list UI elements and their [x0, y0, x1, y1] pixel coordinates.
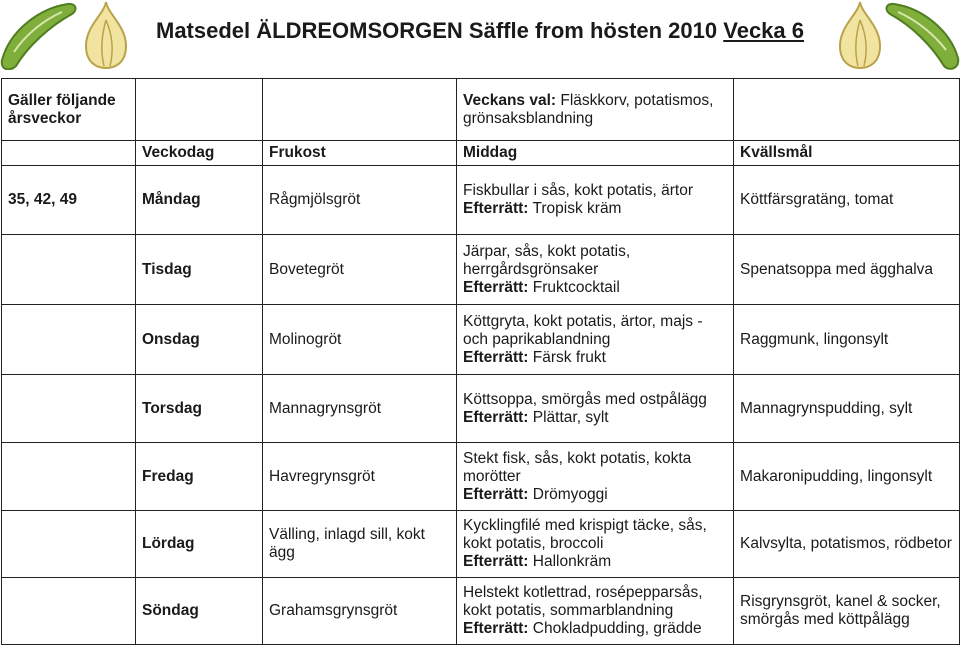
dessert-line	[463, 620, 727, 638]
empty-cell	[136, 79, 263, 141]
day-name: Onsdag	[136, 305, 263, 375]
breakfast-cell: Mannagrynsgröt	[263, 375, 457, 443]
dinner-cell: Makaronipudding, lingonsylt	[734, 443, 960, 511]
page-title	[0, 18, 960, 44]
dessert-label: Efterrätt:	[463, 408, 529, 426]
dessert-line	[463, 200, 727, 218]
empty-cell	[2, 511, 136, 578]
day-name: Måndag	[136, 166, 263, 235]
dessert-label: Efterrätt:	[463, 278, 529, 296]
title-week: Vecka 6	[723, 18, 804, 43]
lunch-cell	[457, 375, 734, 443]
header-lunch: Middag	[457, 141, 734, 166]
dinner-cell: Risgrynsgröt, kanel & socker, smörgås med köttpålägg	[734, 578, 960, 645]
dessert-text: Chokladpudding, grädde	[532, 620, 702, 637]
lunch-cell	[457, 166, 734, 235]
table-row	[2, 305, 960, 375]
empty-cell	[2, 141, 136, 166]
lunch-text: Köttsoppa, smörgås med ostpålägg	[463, 390, 707, 408]
lunch-text: Järpar, sås, kokt potatis, herrgårdsgrönsaker	[463, 242, 631, 278]
lunch-cell	[457, 305, 734, 375]
dessert-text: Fruktcocktail	[532, 278, 620, 296]
header-breakfast: Frukost	[263, 141, 457, 166]
validity-label: Gäller följande årsveckor	[2, 79, 136, 141]
empty-cell	[2, 443, 136, 511]
lunch-cell	[457, 235, 734, 305]
header-dinner: Kvällsmål	[734, 141, 960, 166]
dinner-cell: Mannagrynspudding, sylt	[734, 375, 960, 443]
dinner-cell: Kalvsylta, potatismos, rödbetor	[734, 511, 960, 578]
weekly-choice-label: Veckans val:	[463, 91, 557, 109]
empty-cell	[2, 578, 136, 645]
dessert-label: Efterrätt:	[463, 553, 529, 570]
table-row	[2, 443, 960, 511]
lunch-text: Köttgryta, kokt potatis, ärtor, majs - och paprikablandning	[463, 312, 703, 348]
menu-table	[1, 78, 960, 645]
dessert-label: Efterrätt:	[463, 348, 529, 366]
empty-cell	[2, 235, 136, 305]
day-name: Tisdag	[136, 235, 263, 305]
day-name: Lördag	[136, 511, 263, 578]
dessert-text: Färsk frukt	[532, 348, 606, 366]
breakfast-cell: Grahamsgrynsgröt	[263, 578, 457, 645]
weeks-value: 35, 42, 49	[2, 166, 136, 235]
empty-cell	[734, 79, 960, 141]
day-name: Söndag	[136, 578, 263, 645]
weekly-choice-value: Fläskkorv, potatismos, grönsaksblandning	[463, 91, 714, 127]
empty-cell	[2, 375, 136, 443]
dessert-line	[463, 349, 727, 367]
dessert-text: Drömyoggi	[532, 485, 608, 503]
empty-cell	[2, 305, 136, 375]
table-row	[2, 511, 960, 578]
header-weekday: Veckodag	[136, 141, 263, 166]
lunch-text: Helstekt kotlettrad, rosépepparsås, kokt potatis, sommarblandning	[463, 584, 703, 619]
lunch-text: Fiskbullar i sås, kokt potatis, ärtor	[463, 182, 693, 199]
breakfast-cell: Välling, inlagd sill, kokt ägg	[263, 511, 457, 578]
dessert-line	[463, 279, 727, 297]
lunch-cell	[457, 511, 734, 578]
table-row	[2, 578, 960, 645]
dinner-cell: Spenatsoppa med ägghalva	[734, 235, 960, 305]
dessert-label: Efterrätt:	[463, 200, 529, 217]
day-name: Torsdag	[136, 375, 263, 443]
empty-cell	[263, 79, 457, 141]
table-row	[2, 166, 960, 235]
table-row	[2, 375, 960, 443]
dessert-line	[463, 553, 727, 571]
lunch-text: Stekt fisk, sås, kokt potatis, kokta morötter	[463, 449, 692, 485]
lunch-cell	[457, 578, 734, 645]
breakfast-cell: Rågmjölsgröt	[263, 166, 457, 235]
lunch-text: Kycklingfilé med krispigt täcke, sås, kokt potatis, broccoli	[463, 517, 707, 552]
dessert-line	[463, 486, 727, 504]
dessert-label: Efterrätt:	[463, 485, 529, 503]
breakfast-cell: Bovetegröt	[263, 235, 457, 305]
dessert-text: Hallonkräm	[532, 553, 612, 570]
table-row	[2, 235, 960, 305]
day-name: Fredag	[136, 443, 263, 511]
breakfast-cell: Havregrynsgröt	[263, 443, 457, 511]
weekly-choice	[457, 79, 734, 141]
title-text: Matsedel ÄLDREOMSORGEN Säffle from hösten 2010	[156, 18, 718, 43]
dessert-text: Plättar, sylt	[532, 408, 609, 426]
dessert-label: Efterrätt:	[463, 620, 529, 637]
lunch-cell	[457, 443, 734, 511]
dinner-cell: Köttfärsgratäng, tomat	[734, 166, 960, 235]
dinner-cell: Raggmunk, lingonsylt	[734, 305, 960, 375]
dessert-line	[463, 409, 727, 427]
dessert-text: Tropisk kräm	[532, 200, 622, 217]
breakfast-cell: Molinogröt	[263, 305, 457, 375]
